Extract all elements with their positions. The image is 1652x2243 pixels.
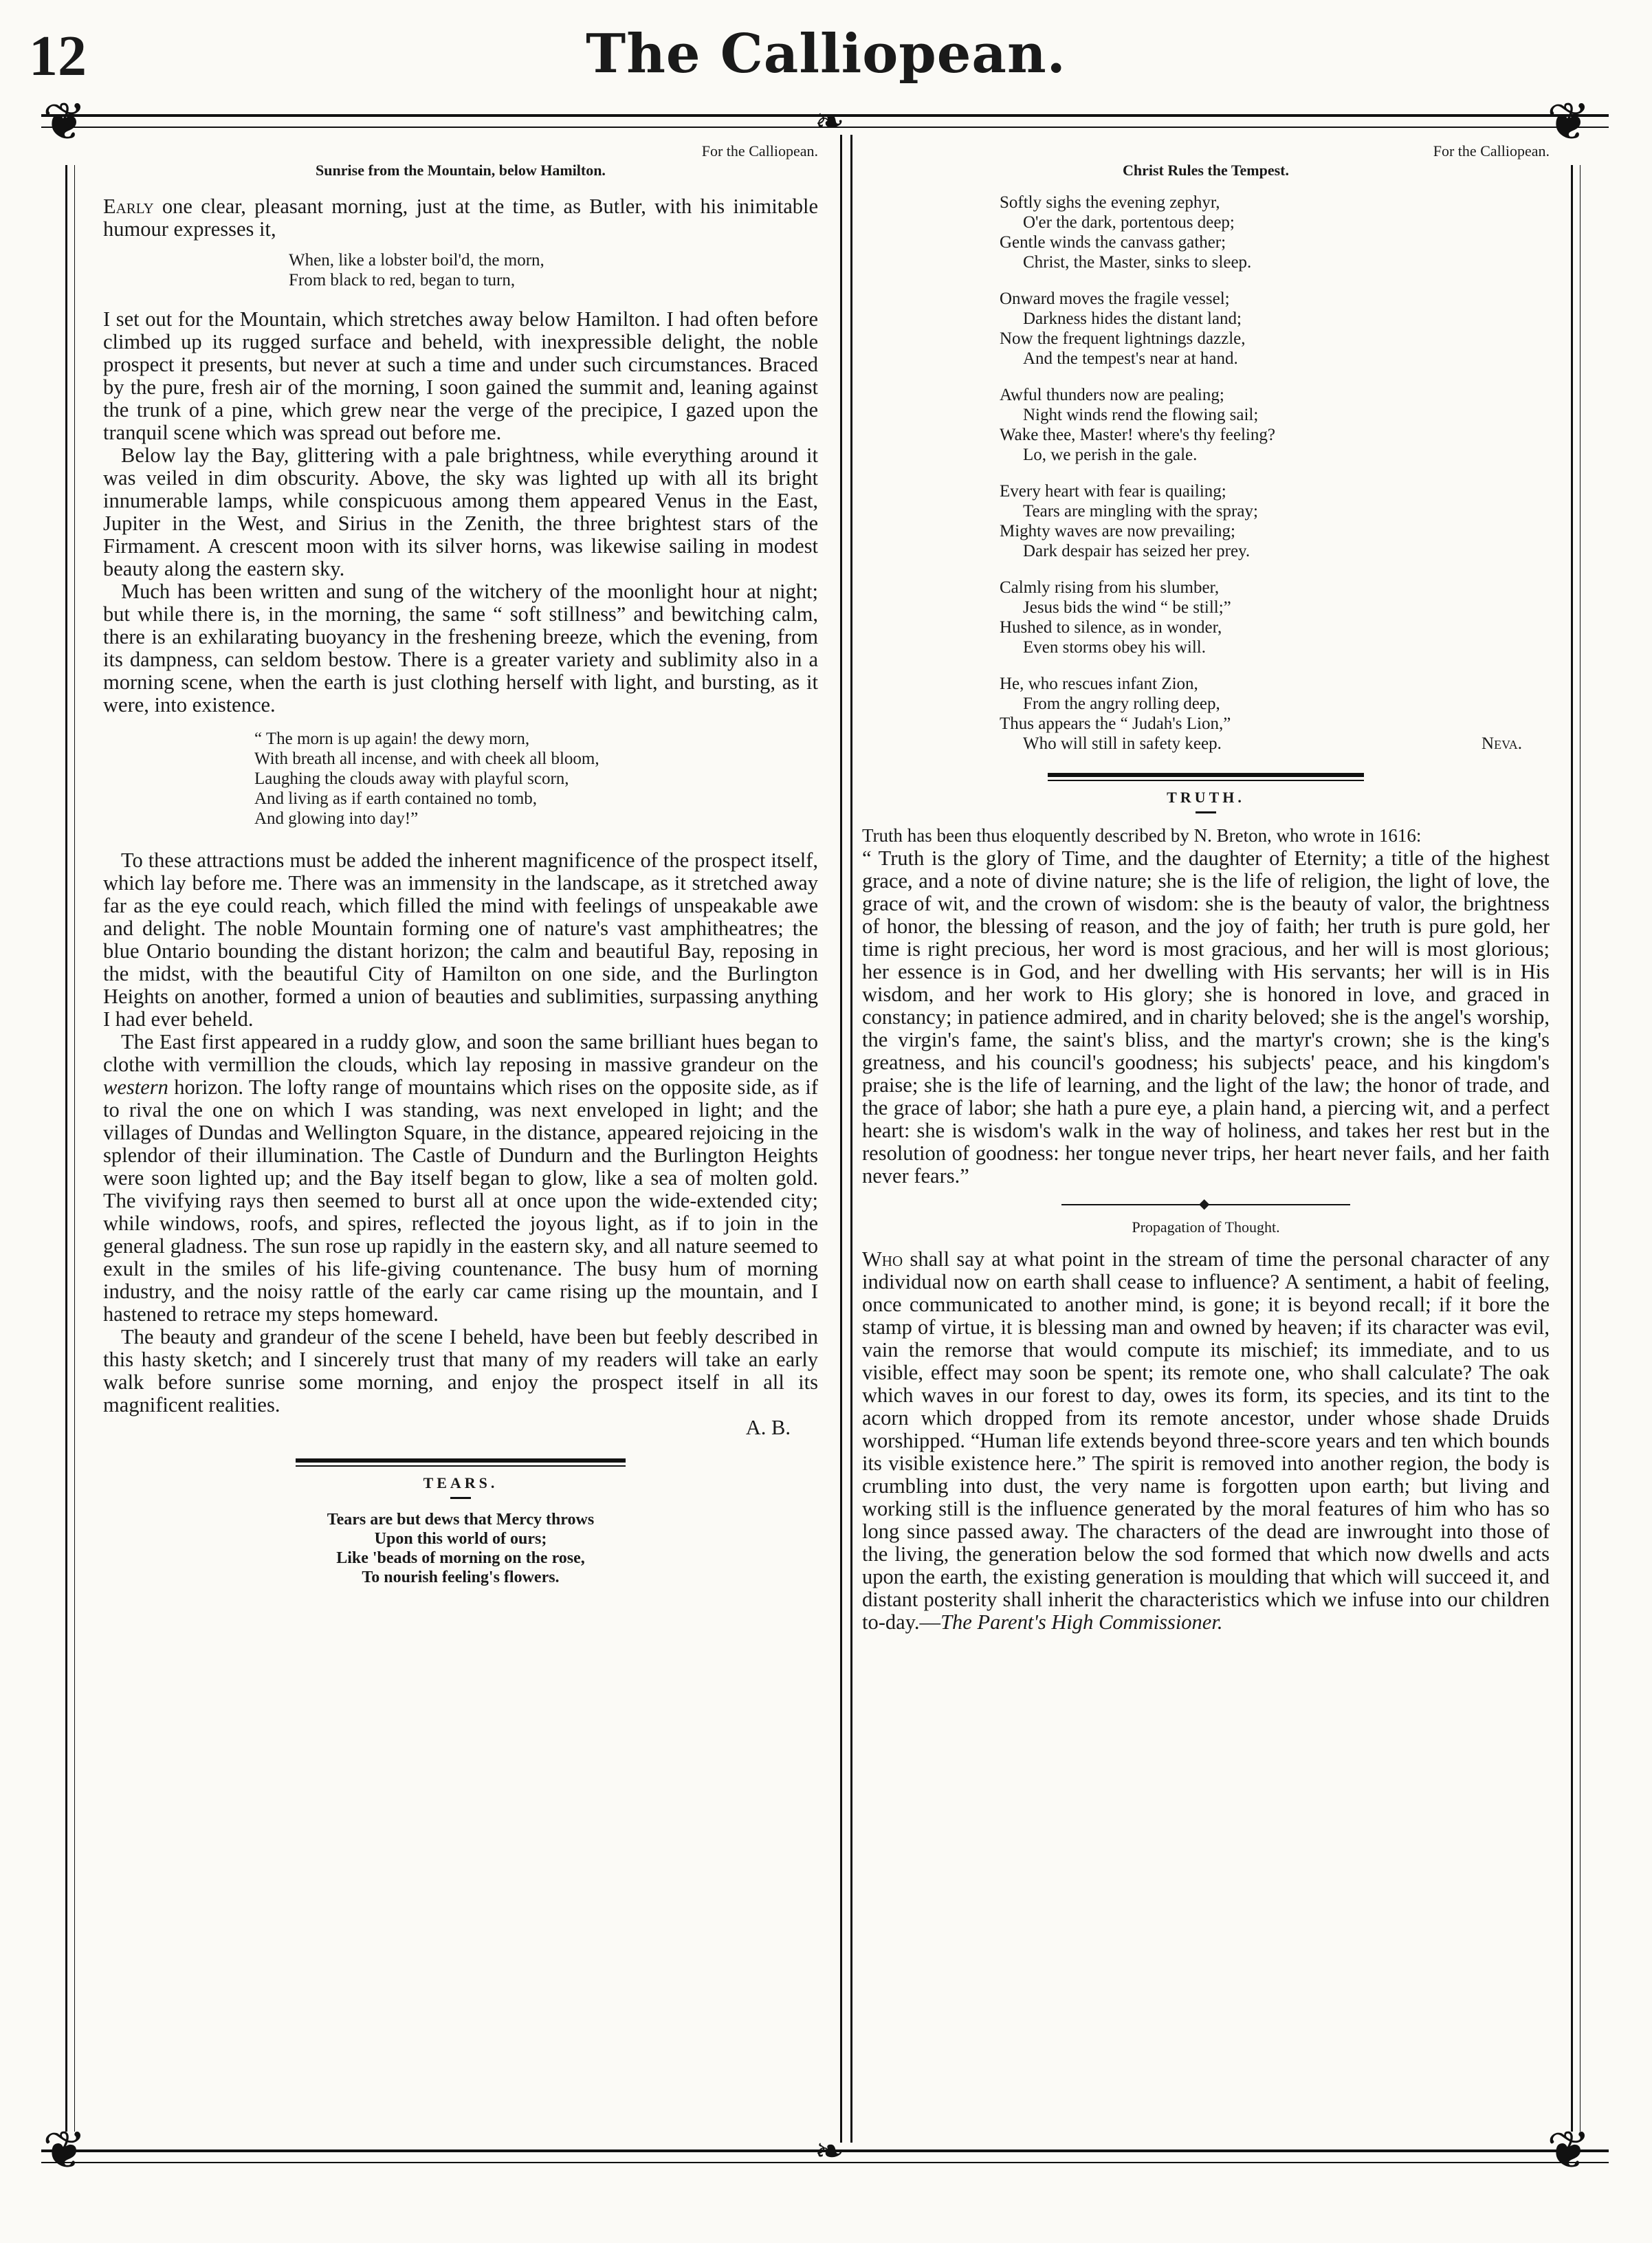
paragraph: The beauty and grandeur of the scene I beheld, have been but feebly described in this hasty sketch; and I sincerely trust that many of my readers will take an early walk before sunrise some morning, and enjoy the prospect itself in all its magnificent realities.	[103, 1325, 818, 1416]
paragraph-text: shall say at what point in the stream of time the personal character of any individual now on earth shall cease to influence? A sentiment, a habit of feeling, once communicated to another mind, is gone; it is beyond recall; if it bore the stamp of virtue, it is blessing man and owned by heaven; if its character was evil, vain the remorse that would compute its mischief; its immediate, and to us visible, effect may soon be spent; its remote one, who shall calculate? The oak which waves in our forest to day, owes its form, its species, and its tint to the acorn which dropped from its remote ancestor, under whose shade Druids worshipped. “Human life extends beyond three-score years and ten which bounds its visible existence here.” The spirit is removed into another region, the body is crumbling into dust, the very name is forgotten upon earth; but living and working still is the influence generated by the moral features of him who has so long since passed away. The characters of the dead are inwrought into those of the living, the generation below the sod formed that which now dwells and acts upon the earth, the existing generation is moulding that which will succeed it, and distant posterity shall inherit the characteristics which we infuse into our children to-day.—	[862, 1247, 1550, 1634]
stanza	[862, 578, 1550, 657]
verse-quote	[103, 729, 818, 829]
verse-line: O'er the dark, portentous deep;	[1023, 213, 1235, 232]
stanza	[862, 289, 1550, 369]
attribution: For the Calliopean.	[1433, 142, 1550, 160]
verse-line: When, like a lobster boil'd, the morn,	[289, 251, 544, 270]
article-title: TRUTH.	[1167, 789, 1245, 806]
title-dash	[1196, 811, 1216, 813]
section-rule	[1048, 773, 1364, 781]
signature: Neva.	[1482, 734, 1522, 753]
verse-line: Darkness hides the distant land;	[1023, 309, 1242, 328]
verse-line-text: Who will still in safety keep.	[1023, 734, 1222, 753]
emphasis: western	[103, 1075, 168, 1099]
paragraph-text: horizon. The lofty range of mountains which rises on the opposite side, as if to rival the one on which I was standing, was next enveloped in light; and the villages of Dundas and Wellington Square, in the distance, appeared rejoicing in the splendor of their illumination. The Castle of Dundurn and the Burlington Heights were soon lighted up; and the Bay itself began to glow, like a sea of molten gold. The vivifying rays then seemed to burst all at once upon the wide-extended city; while windows, roofs, and spires, reflected the joyous light, as if to join in the general gladness. The sun rose up rapidly in the eastern sky, and all nature seemed to exult in the smiles of his life-giving countenance. The busy hum of morning industry, and the noisy rattle of the early car came rising up the mountain, and I hastened to retrace my steps homeward.	[103, 1075, 818, 1326]
right-side-rule	[1571, 165, 1581, 2132]
verse-line: Like 'beads of morning on the rose,	[336, 1549, 585, 1567]
stanza	[862, 481, 1550, 561]
verse-line	[1000, 734, 1550, 754]
fleuron-icon: ❦	[43, 2122, 87, 2180]
paragraph: “ Truth is the glory of Time, and the daughter of Eternity; a title of the highest grace, and a note of divine nature; she is the life of religion, the light of love, the grace of wit, and the crown of wisdom: she is the beauty of valor, the brightness of honor, the blessing of reason, and the joy of faith; her truth is pure gold, her time is right precious, her word is most gracious, and her will is most glorious; her essence is in God, and her dwelling with His servants; her will is in His wisdom, and her work to His glory; she is honored in love, and graced in constancy; in patience admired, and in charity beloved; she is the angel's worship, the virgin's fame, the saint's bliss, and the martyr's crown; she is the king's greatness, and his council's goodness; his subjects' peace, and his kingdom's praise; she is the life of learning, and the light of the law; the honor of trade, and the grace of labor; she hath a pure eye, a plain hand, a piercing wit, and a perfect heart: she is wisdom's walk in the way of holiness, and takes her rest but in the resolution of goodness: her tongue never trips, her heart never fails, and her faith never fears.”	[862, 846, 1550, 1188]
verse-line: Upon this world of ours;	[374, 1530, 547, 1548]
verse-line: Christ, the Master, sinks to sleep.	[1023, 253, 1252, 272]
verse-line: From black to red, began to turn,	[289, 271, 516, 289]
verse-line: Calmly rising from his slumber,	[1000, 578, 1220, 597]
poem	[103, 1510, 818, 1587]
verse-line: Even storms obey his will.	[1023, 638, 1206, 657]
verse-line: Softly sighs the evening zephyr,	[1000, 193, 1220, 212]
verse-line: Night winds rend the flowing sail;	[1023, 406, 1259, 424]
poem	[862, 193, 1550, 754]
verse-line: And glowing into day!”	[254, 809, 419, 828]
stanza	[862, 385, 1550, 465]
verse-line: “ The morn is up again! the dewy morn,	[254, 730, 530, 748]
verse-line: He, who rescues infant Zion,	[1000, 675, 1198, 693]
verse-line: Lo, we perish in the gale.	[1023, 446, 1198, 464]
paragraph: To these attractions must be added the inherent magnificence of the prospect itself, which lay before me. There was an immensity in the landscape, as it stretched away far as the eye could reach, which filled the mind with feelings of unspeakable awe and delight. The noble Mountain forming one of nature's vast amphitheatres; the blue Ontario bounding the distant horizon; the calm and beautiful Bay, reposing in the midst, with the beautiful City of Hamilton on one side, and the Burlington Heights on another, formed a union of beauties and sublimities, surpassing anything I had ever beheld.	[103, 849, 818, 1031]
verse-line: Thus appears the “ Judah's Lion,”	[1000, 714, 1231, 733]
verse-quote	[103, 250, 818, 290]
right-column	[862, 142, 1550, 1634]
article-title: Propagation of Thought.	[1132, 1218, 1280, 1236]
article-title: Sunrise from the Mountain, below Hamilton.	[316, 162, 606, 179]
left-side-rule	[65, 165, 75, 2132]
page-number: 12	[29, 24, 87, 88]
verse-line: Every heart with fear is quailing;	[1000, 482, 1226, 501]
paragraph: Truth has been thus eloquently described by N. Breton, who wrote in 1616:	[862, 825, 1422, 846]
title-dash	[450, 1497, 471, 1499]
verse-line: Onward moves the fragile vessel;	[1000, 289, 1230, 308]
verse-line: From the angry rolling deep,	[1023, 694, 1220, 713]
fleuron-icon: ❦	[1547, 2122, 1591, 2180]
lead-word: Early	[103, 195, 154, 218]
paragraph: Below lay the Bay, glittering with a pale brightness, while everything around it was veiled in dim obscurity. Above, the sky was lighted up with all its bright innumerable lamps, while conspicuous among them appeared Venus in the East, Jupiter in the West, and Sirius in the Zenith, the three brightest stars of the Firmament. A crescent moon with its silver horns, was likewise sailing in modest beauty along the eastern sky.	[103, 444, 818, 580]
section-rule	[1061, 1196, 1350, 1212]
stanza	[862, 674, 1550, 754]
paragraph	[862, 1248, 1550, 1634]
verse-line: Tears are mingling with the spray;	[1023, 502, 1258, 521]
verse-line: Mighty waves are now prevailing;	[1000, 522, 1235, 540]
poem-title: Christ Rules the Tempest.	[1122, 162, 1289, 179]
lead-word: Who	[862, 1247, 903, 1271]
paragraph-text: The East first appeared in a ruddy glow, and soon the same brilliant hues began to clothe with vermillion the clouds, which lay reposing in massive grandeur on the	[103, 1030, 818, 1076]
paragraph: I set out for the Mountain, which stretches away below Hamilton. I had often before climbed up its rugged surface and beheld, with inexpressible delight, the noble prospect it presents, but never at such a time and under such circumstances. Braced by the pure, fresh air of the morning, I soon gained the summit and, leaning against the trunk of a pine, which grew near the verge of the precipice, I gazed upon the tranquil scene which was spread out before me.	[103, 307, 818, 444]
verse-line: Tears are but dews that Mercy throws	[327, 1511, 595, 1529]
diamond-icon: ◆	[1199, 1196, 1210, 1212]
paragraph: Much has been written and sung of the witchery of the moonlight hour at night; but while there is, in the morning, the same “ soft stillness” and bewitching calm, there is an exhilarating buoyancy in the freshening breeze, which the evening, from its dampness, can seldom bestow. There is a greater variety and sublimity also in a morning scene, when the earth is just clothing herself with light, and bursting, as it were, into existence.	[103, 580, 818, 716]
verse-line: Jesus bids the wind “ be still;”	[1023, 598, 1231, 617]
left-column	[103, 142, 818, 1587]
flourish-icon: ❧	[815, 2132, 845, 2171]
paragraph	[103, 195, 818, 241]
verse-line: Hushed to silence, as in wonder,	[1000, 618, 1222, 637]
signature: A. B.	[745, 1416, 791, 1439]
source-citation: The Parent's High Commissioner.	[940, 1610, 1223, 1634]
paragraph	[103, 1031, 818, 1326]
stanza	[862, 193, 1550, 272]
poem-title: TEARS.	[423, 1474, 498, 1491]
verse-line: And the tempest's near at hand.	[1023, 349, 1238, 368]
fleuron-icon: ❦	[1547, 94, 1591, 151]
verse-line: Now the frequent lightnings dazzle,	[1000, 329, 1246, 348]
verse-line: Wake thee, Master! where's thy feeling?	[1000, 426, 1275, 444]
verse-line: Awful thunders now are pealing;	[1000, 386, 1224, 404]
column-divider	[840, 135, 852, 2143]
fleuron-icon: ❦	[43, 94, 87, 151]
verse-line: Dark despair has seized her prey.	[1023, 542, 1251, 560]
verse-line: Gentle winds the canvass gather;	[1000, 233, 1226, 252]
verse-line: Laughing the clouds away with playful scorn,	[254, 769, 569, 788]
masthead: The Calliopean.	[586, 23, 1066, 85]
verse-line: And living as if earth contained no tomb,	[254, 789, 538, 808]
paragraph-text: one clear, pleasant morning, just at the time, as Butler, with his inimitable humour expresses it,	[103, 195, 818, 241]
verse-line: With breath all incense, and with cheek all bloom,	[254, 750, 599, 768]
flourish-icon: ❧	[815, 102, 845, 142]
section-rule	[296, 1458, 626, 1467]
verse-line: To nourish feeling's flowers.	[362, 1568, 560, 1586]
attribution: For the Calliopean.	[701, 142, 818, 160]
